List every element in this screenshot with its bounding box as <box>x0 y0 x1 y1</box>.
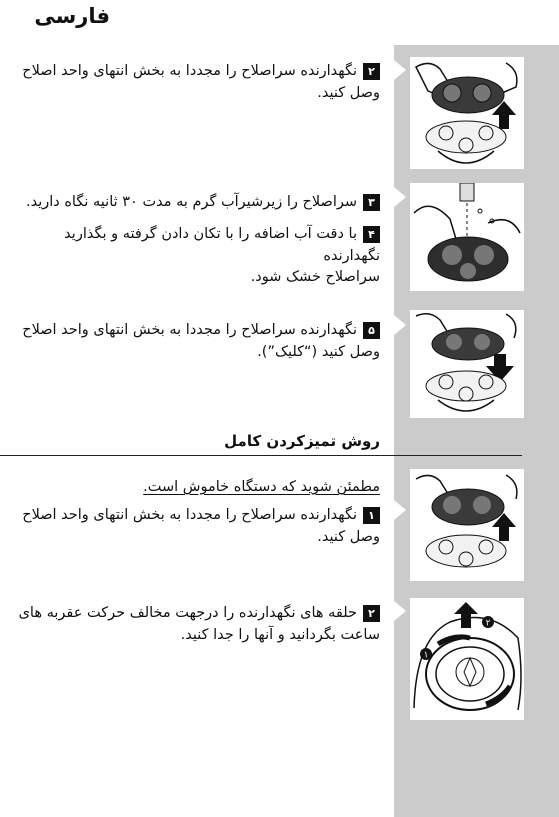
illustration-remove-holder <box>410 469 524 581</box>
callout-1: ۱ <box>423 650 429 661</box>
section-step-2: ۲حلقه های نگهدارنده را درجهت مخالف حرکت عقربه های ساعت بگردانید و آنها را جدا کنید. <box>18 605 380 643</box>
section-step-1: ۱نگهدارنده سراصلاح را مجددا به بخش انتهای واحد اصلاح وصل کنید. <box>22 507 380 545</box>
callout-2: ۲ <box>485 618 491 629</box>
step-number-badge: ۵ <box>363 322 380 339</box>
step-number-badge: ۱ <box>363 507 380 524</box>
section-divider <box>0 455 522 456</box>
illustration-attach-holder <box>410 57 524 169</box>
step-4-dry: ۴با دقت آب اضافه را با تکان دادن گرفته و بگذارید نگهدارنده سراصلاح خشک شود. <box>64 226 380 285</box>
illustration-rinse <box>410 183 524 291</box>
illustration-click-holder <box>410 310 524 418</box>
step-pointer <box>394 601 406 621</box>
step-5-attach-click: ۵نگهدارنده سراصلاح را مجددا به بخش انتهای واحد اصلاح وصل کنید (“کلیک”). <box>22 322 380 360</box>
page-language-title: فارسی <box>34 4 110 28</box>
step-pointer <box>394 187 406 207</box>
step-number-badge: ۲ <box>363 63 380 80</box>
section-heading: روش تمیزکردن کامل <box>224 432 380 450</box>
step-number-badge: ۳ <box>363 194 380 211</box>
section-intro: مطمئن شوید که دستگاه خاموش است. <box>143 479 380 495</box>
step-pointer <box>394 500 406 520</box>
step-2-attach: ۲نگهدارنده سراصلاح را مجددا به بخش انتهای واحد اصلاح وصل کنید. <box>22 63 380 101</box>
step-number-badge: ۴ <box>363 226 380 243</box>
step-pointer <box>394 315 406 335</box>
step-3-rinse: ۳سراصلاح را زیرشیرآب گرم به مدت ۳۰ ثانیه نگاه دارید. <box>8 192 380 214</box>
step-pointer <box>394 60 406 80</box>
step-number-badge: ۲ <box>363 605 380 622</box>
illustration-retaining-rings <box>410 598 524 720</box>
